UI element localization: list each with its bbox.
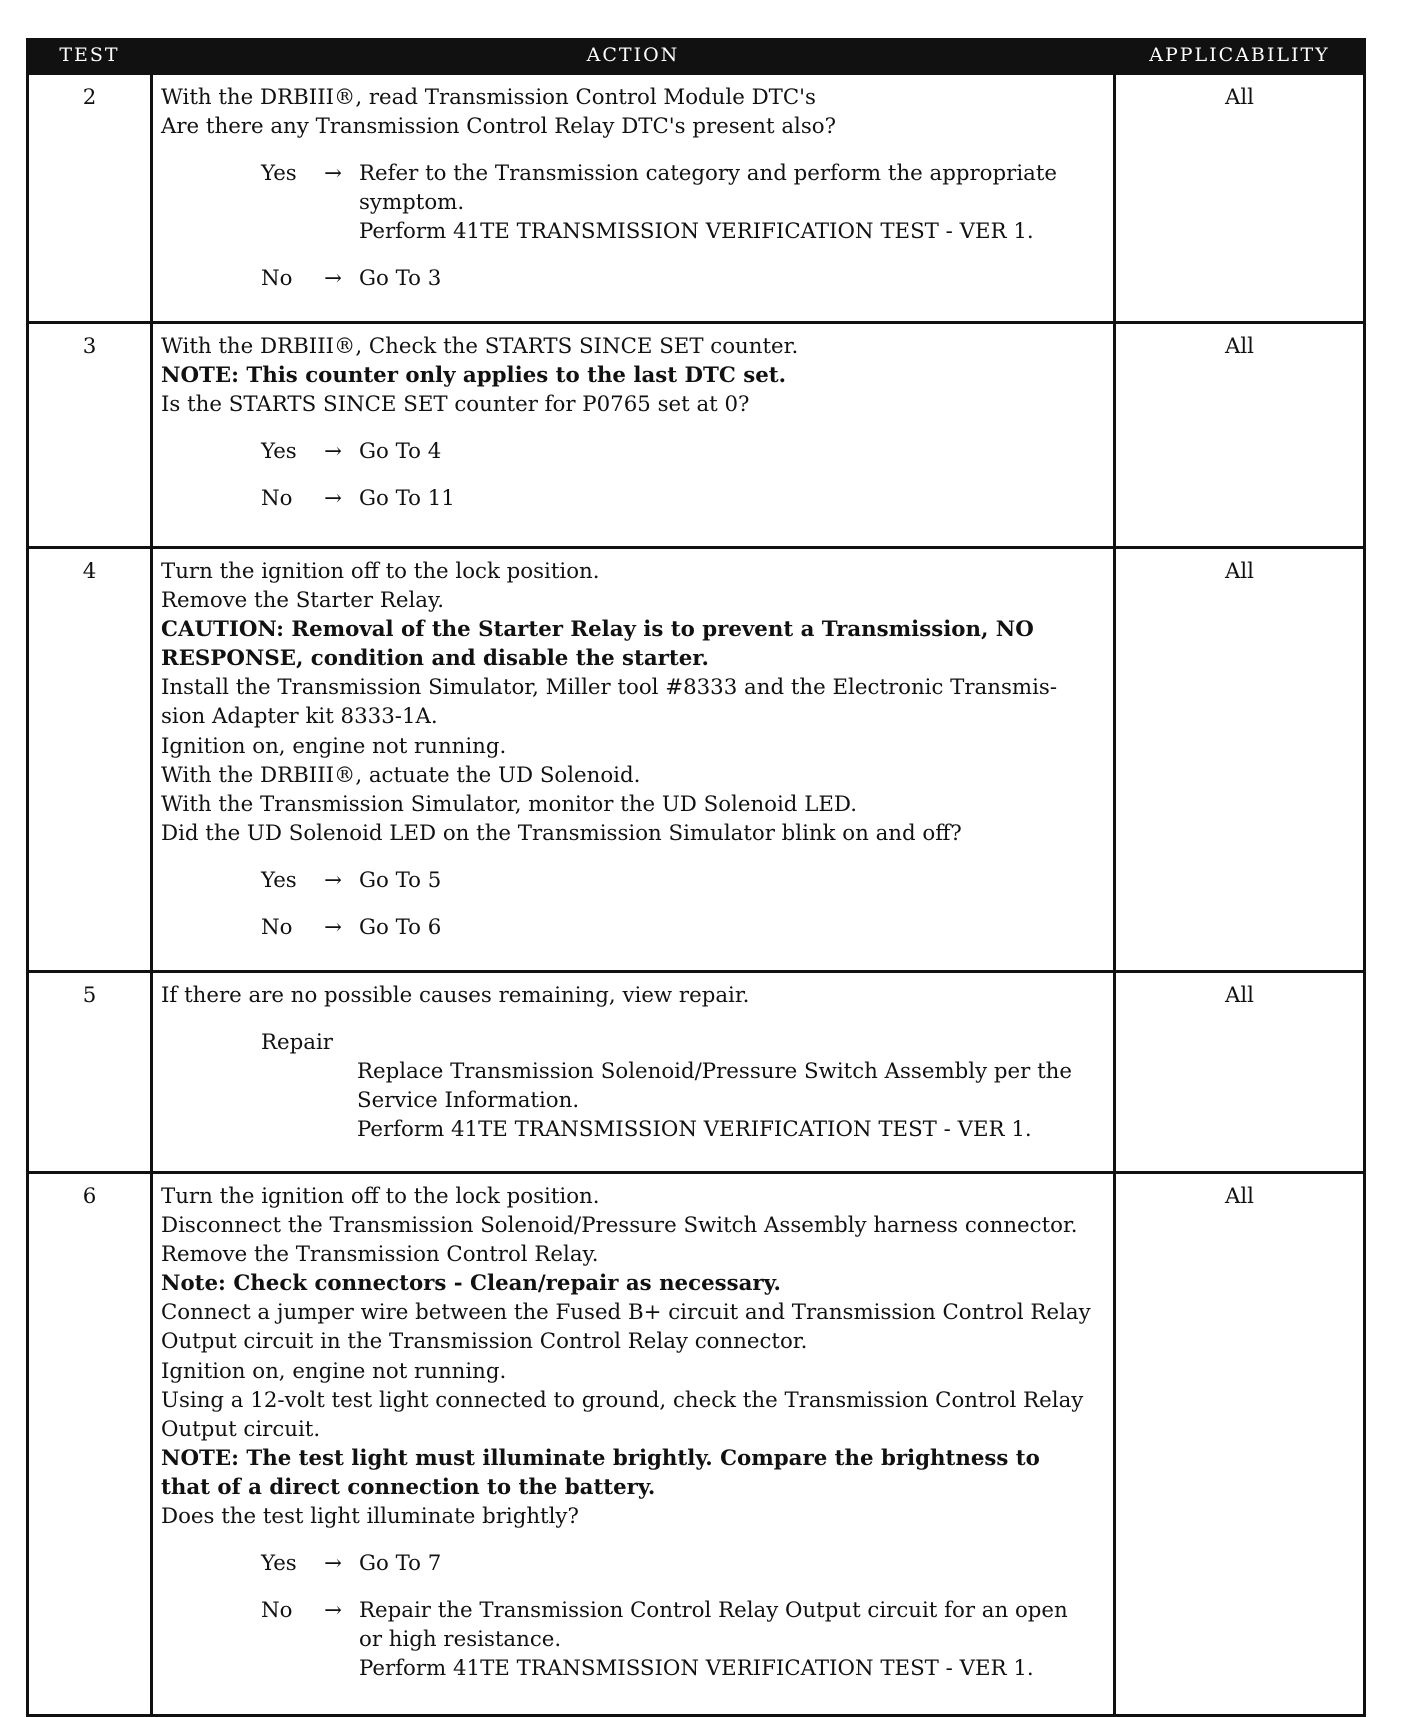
result-line: Go To 11 [359,486,455,512]
action-line: Did the UD Solenoid LED on the Transmission Simulator blink on and off? [161,820,962,846]
test-number: 4 [28,548,152,972]
action-cell [152,323,1115,548]
no-label: No [261,266,293,292]
action-line: With the DRBIII®, Check the STARTS SINCE SET counter. [161,334,799,359]
diagnostic-test-table [26,38,1366,1717]
yes-result [359,437,1105,466]
table-row [28,323,1365,548]
no-label: No [261,486,293,512]
action-line: Is the STARTS SINCE SET counter for P0765 set at 0? [161,392,750,418]
yes-branch [261,866,1105,895]
action-line: Turn the ignition off to the lock position. [161,559,600,584]
action-line: Ignition on, engine not running. [161,733,507,759]
table-row [28,74,1365,323]
applicability-cell: All [1115,323,1365,548]
result-line: Perform 41TE TRANSMISSION VERIFICATION TEST - VER 1. [359,1656,1034,1682]
repair-line: Perform 41TE TRANSMISSION VERIFICATION TEST - VER 1. [357,1117,1032,1143]
applicability-cell: All [1115,1173,1365,1716]
table-row [28,972,1365,1173]
note-line: Note: Check connectors - Clean/repair as necessary. [161,1271,781,1297]
caution-line: RESPONSE, condition and disable the starter. [161,646,709,672]
action-line: Turn the ignition off to the lock position. [161,1184,600,1209]
action-line: Remove the Transmission Control Relay. [161,1242,599,1268]
no-branch [261,1596,1105,1683]
arrow-icon: → [324,1598,342,1624]
action-line: With the DRBIII®, read Transmission Control Module DTC's [161,85,816,110]
yes-branch [261,1549,1105,1578]
action-cell [152,74,1115,323]
result-line: symptom. [359,190,465,216]
yes-label: Yes [261,161,297,187]
arrow-icon: → [324,867,342,893]
result-line: Go To 3 [359,266,442,292]
result-line: Go To 5 [359,867,442,893]
yes-result [359,159,1105,246]
no-result [359,1596,1105,1683]
repair-line: Service Information. [357,1088,580,1114]
yes-branch [261,159,1105,246]
header-test: TEST [28,38,152,74]
no-label: No [261,1598,293,1624]
table-header-row [28,38,1365,74]
action-line: If there are no possible causes remaining, view repair. [161,983,750,1008]
repair-label: Repair [261,1030,333,1056]
action-line: Remove the Starter Relay. [161,588,444,614]
result-line: Go To 6 [359,915,442,941]
test-number: 6 [28,1173,152,1716]
result-line: Go To 4 [359,439,442,465]
result-line: Go To 7 [359,1551,442,1577]
action-line: Output circuit. [161,1416,321,1442]
applicability-cell: All [1115,548,1365,972]
action-line: Install the Transmission Simulator, Miller tool #8333 and the Electronic Transmis- [161,675,1058,701]
no-result [359,913,1105,942]
yes-result [359,866,1105,895]
action-cell [152,548,1115,972]
action-line: Connect a jumper wire between the Fused B+ circuit and Transmission Control Relay [161,1300,1091,1326]
yes-label: Yes [261,1551,297,1577]
header-action: ACTION [152,38,1115,74]
action-line: Output circuit in the Transmission Control Relay connector. [161,1329,808,1355]
arrow-icon: → [324,161,342,187]
arrow-icon: → [324,486,342,512]
note-line: that of a direct connection to the battery. [161,1474,656,1500]
caution-line: CAUTION: Removal of the Starter Relay is to prevent a Transmission, NO [161,617,1034,643]
applicability-cell: All [1115,74,1365,323]
table-row [28,548,1365,972]
note-line: NOTE: This counter only applies to the last DTC set. [161,363,786,389]
table-row [28,1173,1365,1716]
note-line: NOTE: The test light must illuminate brightly. Compare the brightness to [161,1445,1040,1471]
action-line: Disconnect the Transmission Solenoid/Pressure Switch Assembly harness connector. [161,1213,1078,1239]
action-line: Does the test light illuminate brightly? [161,1504,579,1530]
yes-label: Yes [261,439,297,465]
result-line: or high resistance. [359,1627,562,1653]
test-number: 3 [28,323,152,548]
no-result [359,484,1105,513]
yes-result [359,1549,1105,1578]
action-line: sion Adapter kit 8333-1A. [161,704,438,730]
arrow-icon: → [324,915,342,941]
arrow-icon: → [324,266,342,292]
arrow-icon: → [324,1551,342,1577]
action-cell [152,972,1115,1173]
applicability-cell: All [1115,972,1365,1173]
action-line: Using a 12-volt test light connected to ground, check the Transmission Control Relay [161,1387,1084,1413]
no-branch [261,484,1105,513]
no-result [359,264,1105,293]
action-cell [152,1173,1115,1716]
repair-body [357,1057,1105,1144]
arrow-icon: → [324,439,342,465]
no-branch [261,913,1105,942]
action-line: With the Transmission Simulator, monitor the UD Solenoid LED. [161,791,857,817]
no-branch [261,264,1105,293]
result-line: Refer to the Transmission category and perform the appropriate [359,161,1057,187]
test-number: 5 [28,972,152,1173]
repair-line: Replace Transmission Solenoid/Pressure Switch Assembly per the [357,1059,1072,1085]
action-line: Are there any Transmission Control Relay DTC's present also? [161,114,837,140]
test-number: 2 [28,74,152,323]
yes-branch [261,437,1105,466]
action-line: Ignition on, engine not running. [161,1358,507,1384]
header-applicability: APPLICABILITY [1115,38,1365,74]
yes-label: Yes [261,867,297,893]
result-line: Repair the Transmission Control Relay Output circuit for an open [359,1598,1068,1624]
no-label: No [261,915,293,941]
action-line: With the DRBIII®, actuate the UD Solenoid. [161,762,641,788]
result-line: Perform 41TE TRANSMISSION VERIFICATION TEST - VER 1. [359,219,1034,245]
